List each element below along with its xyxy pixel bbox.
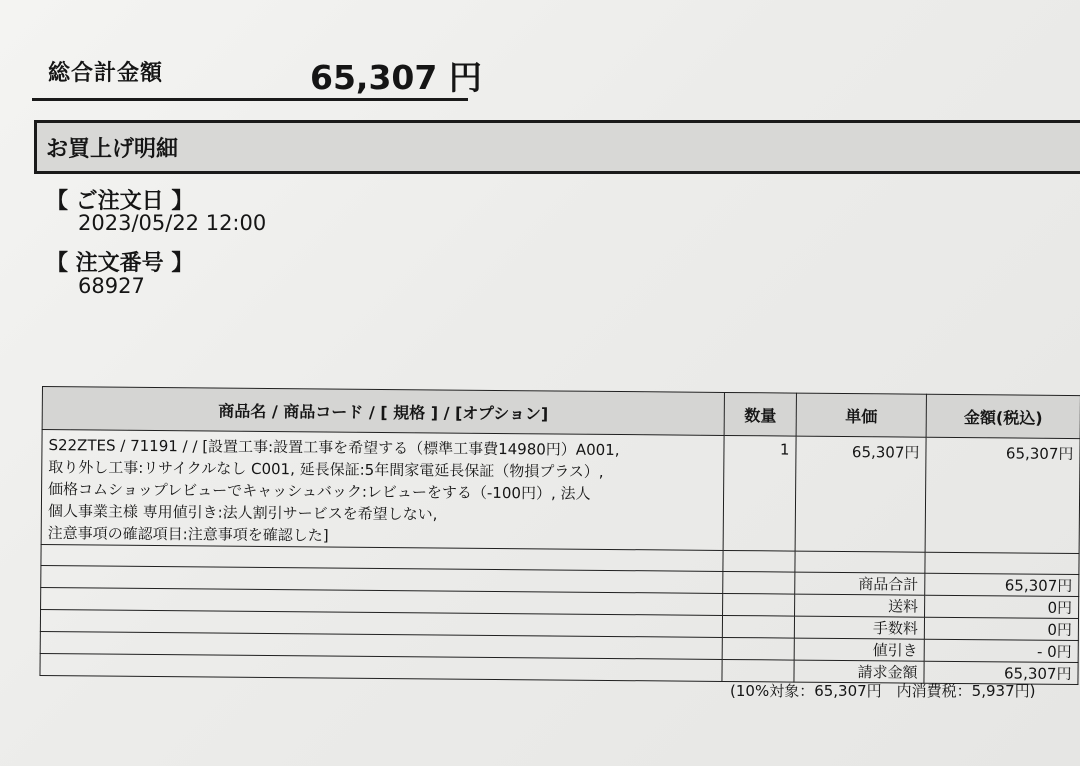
order-number-label: 【 注文番号 】	[46, 251, 194, 276]
item-description	[41, 430, 724, 551]
subtotal-value: 65,307円	[925, 573, 1079, 596]
item-description-line: S22ZTES / 71191 / / [設置工事:設置工事を希望する（標準工事費14980円）A001,	[48, 436, 620, 460]
item-unit-price: 65,307円	[795, 436, 926, 552]
subtotal-label: 商品合計	[795, 572, 925, 595]
order-date-value: 2023/05/22 12:00	[78, 211, 267, 235]
section-header-bar	[34, 120, 1080, 174]
item-qty: 1	[723, 435, 796, 551]
item-description-line: 取り外し工事:リサイクルなし C001, 延長保証:5年間家電延長保証（物損プラス）,	[48, 458, 604, 481]
order-items-table	[39, 386, 1080, 685]
discount-label: 値引き	[794, 638, 924, 661]
item-description-line: 価格コムショップレビューでキャッシュバック:レビューをする（-100円）, 法人	[48, 480, 591, 503]
section-title: お買上げ明細	[46, 137, 179, 162]
discount-value: - 0円	[924, 639, 1078, 662]
header-qty: 数量	[724, 392, 796, 436]
header-product: 商品名 / 商品コード / [ 規格 ] / [オプション]	[42, 387, 724, 436]
item-amount: 65,307円	[925, 437, 1080, 553]
tax-note: (10%対象：65,307円 内消費税：5,937円)	[730, 682, 1036, 700]
order-number-value: 68927	[78, 274, 145, 298]
billing-total-value: 65,307円	[924, 661, 1078, 684]
header-unit-price: 単価	[796, 393, 926, 437]
grand-total-amount: 65,307 円	[310, 58, 482, 97]
order-date-label: 【 ご注文日 】	[46, 189, 194, 214]
shipping-label: 送料	[795, 594, 925, 617]
shipping-value: 0円	[925, 595, 1079, 618]
table-row	[41, 430, 1080, 554]
fee-label: 手数料	[794, 616, 924, 639]
billing-total-label: 請求金額	[794, 660, 924, 683]
fee-value: 0円	[924, 617, 1078, 640]
header-amount: 金額(税込)	[926, 394, 1080, 438]
grand-total-label: 総合計金額	[48, 61, 164, 86]
item-description-line: 個人事業主様 専用値引き:法人割引サービスを希望しない,	[47, 502, 438, 524]
grand-total-underline	[32, 98, 468, 101]
item-description-line: 注意事項の確認項目:注意事項を確認した]	[47, 524, 329, 545]
